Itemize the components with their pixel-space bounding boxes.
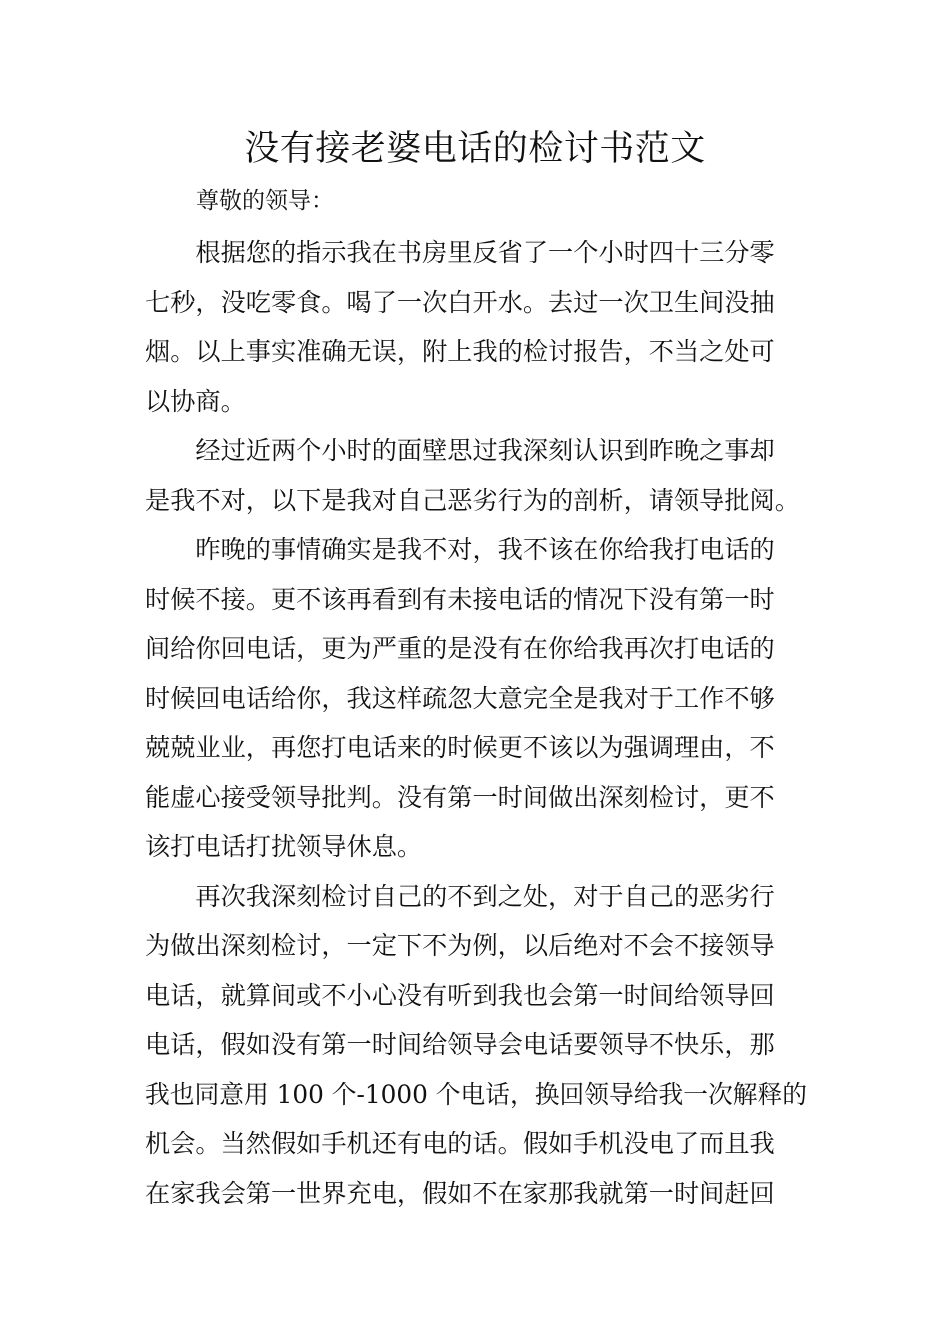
text-line: 烟。以上事实准确无误，附上我的检讨报告，不当之处可 <box>145 337 775 366</box>
text-line: 昨晚的事情确实是我不对，我不该在你给我打电话的 <box>145 535 775 564</box>
text-line: 机会。当然假如手机还有电的话。假如手机没电了而且我 <box>145 1129 775 1158</box>
text-line: 为做出深刻检讨，一定下不为例，以后绝对不会不接领导 <box>145 931 775 960</box>
salutation: 尊敬的领导： <box>196 188 334 214</box>
text-line: 兢兢业业，再您打电话来的时候更不该以为强调理由，不 <box>145 733 775 762</box>
text-line: 间给你回电话，更为严重的是没有在你给我再次打电话的 <box>145 634 775 663</box>
text-line: 时候不接。更不该再看到有未接电话的情况下没有第一时 <box>145 584 775 614</box>
text-line: 时候回电话给你，我这样疏忽大意完全是我对于工作不够 <box>145 683 775 713</box>
paragraph <box>145 228 815 426</box>
paragraph <box>145 525 815 872</box>
text-line: 经过近两个小时的面壁思过我深刻认识到昨晚之事却 <box>145 436 775 465</box>
paragraph <box>145 872 815 1219</box>
text-line: 是我不对，以下是我对自己恶劣行为的剖析，请领导批阅。 <box>145 485 800 515</box>
text-line: 在家我会第一世界充电，假如不在家那我就第一时间赶回 <box>145 1178 775 1208</box>
text-line: 七秒，没吃零食。喝了一次白开水。去过一次卫生间没抽 <box>145 287 775 317</box>
text-line: 该打电话打扰领导休息。 <box>145 832 423 861</box>
text-line: 能虚心接受领导批判。没有第一时间做出深刻检讨，更不 <box>145 782 775 812</box>
text-line: 电话，假如没有第一时间给领导会电话要领导不快乐，那 <box>145 1030 775 1059</box>
text-line: 根据您的指示我在书房里反省了一个小时四十三分零 <box>145 238 775 267</box>
text-line: 电话，就算间或不小心没有听到我也会第一时间给领导回 <box>145 980 775 1010</box>
text-line: 再次我深刻检讨自己的不到之处，对于自己的恶劣行 <box>145 881 775 911</box>
text-line: 以协商。 <box>145 386 246 416</box>
document-title: 没有接老婆电话的检讨书范文 <box>244 129 706 169</box>
document-body <box>145 228 815 1218</box>
paragraph <box>145 426 815 525</box>
text-line: 我也同意用 100 个-1000 个电话，换回领导给我一次解释的 <box>145 1079 807 1109</box>
